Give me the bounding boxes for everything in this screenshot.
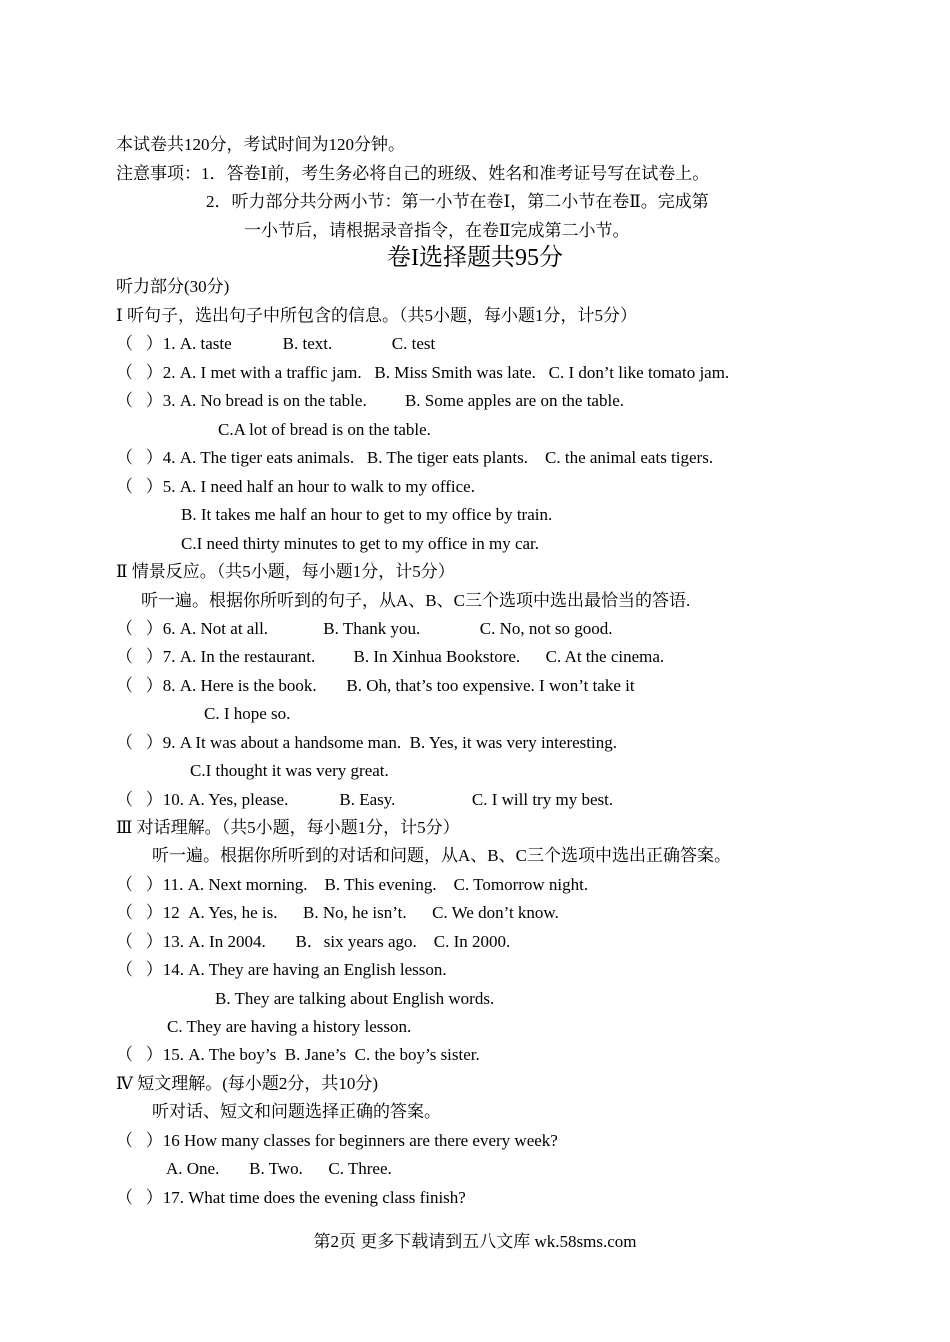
part3-heading: Ⅲ 对话理解。（共5小题，每小题1分，计5分） [116, 818, 460, 837]
question-5-option-c: C.I need thirty minutes to get to my office in my car. [181, 534, 540, 553]
question-8: （ ）8. A. Here is the book. B. Oh, that’s too expensive. I won’t take it [116, 676, 635, 695]
exam-info: 本试卷共120分，考试时间为120分钟。 [116, 135, 405, 154]
question-14-option-b: B. They are talking about English words. [215, 989, 495, 1008]
part1-heading: Ⅰ 听句子，选出句子中所包含的信息。（共5小题，每小题1分，计5分） [116, 306, 637, 325]
notes-item-2: 2．听力部分共分两小节：第一小节在卷Ⅰ，第二小节在卷Ⅱ。完成第 [206, 192, 709, 211]
part2-heading: Ⅱ 情景反应。（共5小题，每小题1分，计5分） [116, 562, 455, 581]
question-5: （ ）5. A. I need half an hour to walk to my office. [116, 477, 475, 496]
listening-heading: 听力部分(30分) [116, 277, 230, 296]
question-3: （ ）3. A. No bread is on the table. B. Some apples are on the table. [116, 391, 624, 410]
question-14-option-c: C. They are having a history lesson. [167, 1017, 412, 1036]
question-4: （ ）4. A. The tiger eats animals. B. The tiger eats plants. C. the animal eats tigers. [116, 448, 714, 467]
question-2: （ ）2. A. I met with a traffic jam. B. Miss Smith was late. C. I don’t like tomato jam. [116, 363, 730, 382]
question-16-options: A. One. B. Two. C. Three. [166, 1159, 392, 1178]
question-9-option-c: C.I thought it was very great. [190, 761, 389, 780]
question-7: （ ）7. A. In the restaurant. B. In Xinhua Bookstore. C. At the cinema. [116, 647, 665, 666]
page-footer: 第2页 更多下载请到五八文库 wk.58sms.com [313, 1232, 637, 1251]
question-3-option-c: C.A lot of bread is on the table. [218, 420, 431, 439]
section-title: 卷I选择题共95分 [387, 245, 563, 271]
question-17: （ ）17. What time does the evening class finish? [116, 1188, 466, 1207]
question-15: （ ）15. A. The boy’s B. Jane’s C. the boy’s sister. [116, 1045, 480, 1064]
question-12: （ ）12 A. Yes, he is. B. No, he isn’t. C. We don’t know. [116, 903, 559, 922]
part2-instruction: 听一遍。根据你所听到的句子，从A、B、C三个选项中选出最恰当的答语. [141, 591, 691, 610]
notes-item-1: 注意事项：1．答卷Ⅰ前，考生务必将自己的班级、姓名和准考证号写在试卷上。 [116, 164, 710, 183]
question-16: （ ）16 How many classes for beginners are there every week? [116, 1131, 558, 1150]
question-11: （ ）11. A. Next morning. B. This evening. C. Tomorrow night. [116, 875, 589, 894]
question-1: （ ）1. A. taste B. text. C. test [116, 334, 436, 353]
question-9: （ ）9. A It was about a handsome man. B. Yes, it was very interesting. [116, 733, 617, 752]
question-13: （ ）13. A. In 2004. B．six years ago. C. In 2000. [116, 932, 511, 951]
notes-item-2-cont: 一小节后，请根据录音指令，在卷Ⅱ完成第二小节。 [244, 221, 630, 240]
question-14: （ ）14. A. They are having an English lesson. [116, 960, 447, 979]
part4-instruction: 听对话、短文和问题选择正确的答案。 [152, 1102, 441, 1121]
part4-heading: Ⅳ 短文理解。(每小题2分，共10分) [116, 1074, 379, 1093]
part3-instruction: 听一遍。根据你所听到的对话和问题，从A、B、C三个选项中选出正确答案。 [152, 846, 731, 865]
question-6: （ ）6. A. Not at all. B. Thank you. C. No, not so good. [116, 619, 613, 638]
question-8-option-c: C. I hope so. [204, 704, 291, 723]
question-5-option-b: B. It takes me half an hour to get to my office by train. [181, 505, 553, 524]
question-10: （ ）10. A. Yes, please. B. Easy. C. I will try my best. [116, 790, 614, 809]
